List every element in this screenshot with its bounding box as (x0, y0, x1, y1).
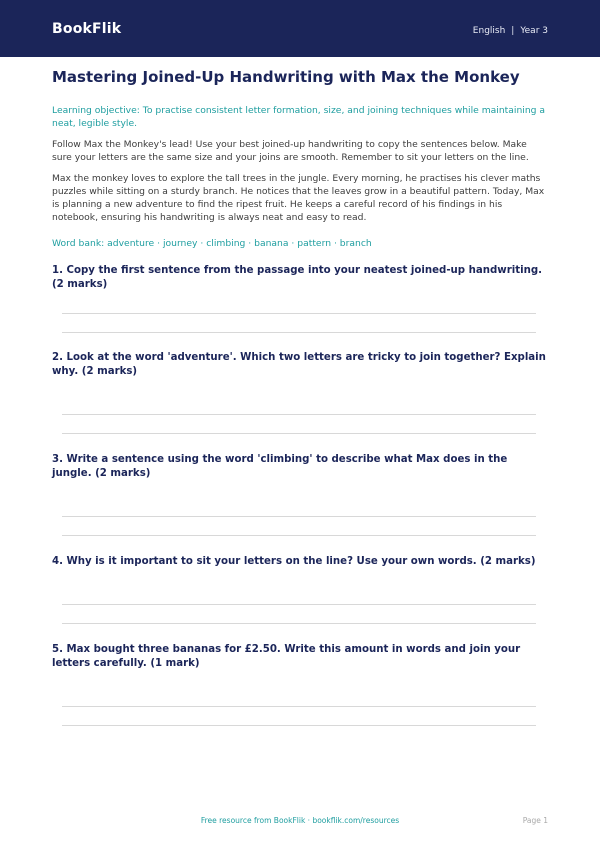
answer-line-3a[interactable] (62, 516, 536, 517)
footer-resource-link[interactable]: Free resource from BookFlik · bookflik.com/resources (200, 816, 400, 825)
question-text: 5. Max bought three bananas for £2.50. Write this amount in words and join your letters carefully. (1 mark) (52, 644, 521, 669)
word-bank: Word bank: adventure · journey · climbing · banana · pattern · branch (52, 237, 372, 249)
page-title: Mastering Joined-Up Handwriting with Max the Monkey (52, 68, 520, 86)
answer-line-3b[interactable] (62, 535, 536, 536)
brand-logo-text: BookFlik (52, 20, 122, 37)
answer-line-4b[interactable] (62, 623, 536, 624)
question-1 (52, 264, 548, 291)
answer-line-2b[interactable] (62, 433, 536, 434)
instructions-text: Follow Max the Monkey's lead! Use your best joined-up handwriting to copy the sentences below. Make sure your letters are the same size and your joins are smooth. Remember to sit your letters on the line. (52, 139, 529, 164)
reading-passage: Max the monkey loves to explore the tall trees in the jungle. Every morning, he practises his clever maths puzzles while sitting on a sturdy branch. He notices that the leaves grow in a beautiful pattern. Today, Max is planning a new adventure to find the ripest fruit. He keeps a careful record of his findings in his notebook, ensuring his handwriting is always neat and easy to read. (52, 173, 545, 224)
question-text: 4. Why is it important to sit your letters on the line? Use your own words. (2 marks) (52, 556, 536, 567)
question-3 (52, 453, 548, 480)
answer-line-2a[interactable] (62, 414, 536, 415)
answer-line-4a[interactable] (62, 604, 536, 605)
answer-line-5a[interactable] (62, 706, 536, 707)
question-text: 2. Look at the word 'adventure'. Which two letters are tricky to join together? Explain why. (2 marks) (52, 352, 546, 377)
subject-label: English (472, 25, 506, 36)
answer-line-1a[interactable] (62, 313, 536, 314)
question-5 (52, 643, 548, 670)
question-4 (52, 555, 548, 569)
meta-separator: | (511, 25, 515, 36)
year-label: Year 3 (520, 25, 548, 36)
question-2 (52, 351, 548, 378)
header-meta (473, 26, 548, 36)
question-text: 1. Copy the first sentence from the passage into your neatest joined-up handwriting. (2 marks) (52, 265, 543, 290)
question-text: 3. Write a sentence using the word 'climbing' to describe what Max does in the jungle. (2 marks) (52, 454, 508, 479)
page-header (0, 0, 600, 57)
learning-objective: Learning objective: To practise consistent letter formation, size, and joining techniques while maintaining a neat, legible style. (52, 105, 546, 130)
worksheet-content (52, 57, 548, 669)
answer-line-5b[interactable] (62, 725, 536, 726)
answer-line-1b[interactable] (62, 332, 536, 333)
page-number: Page 1 (522, 816, 548, 825)
